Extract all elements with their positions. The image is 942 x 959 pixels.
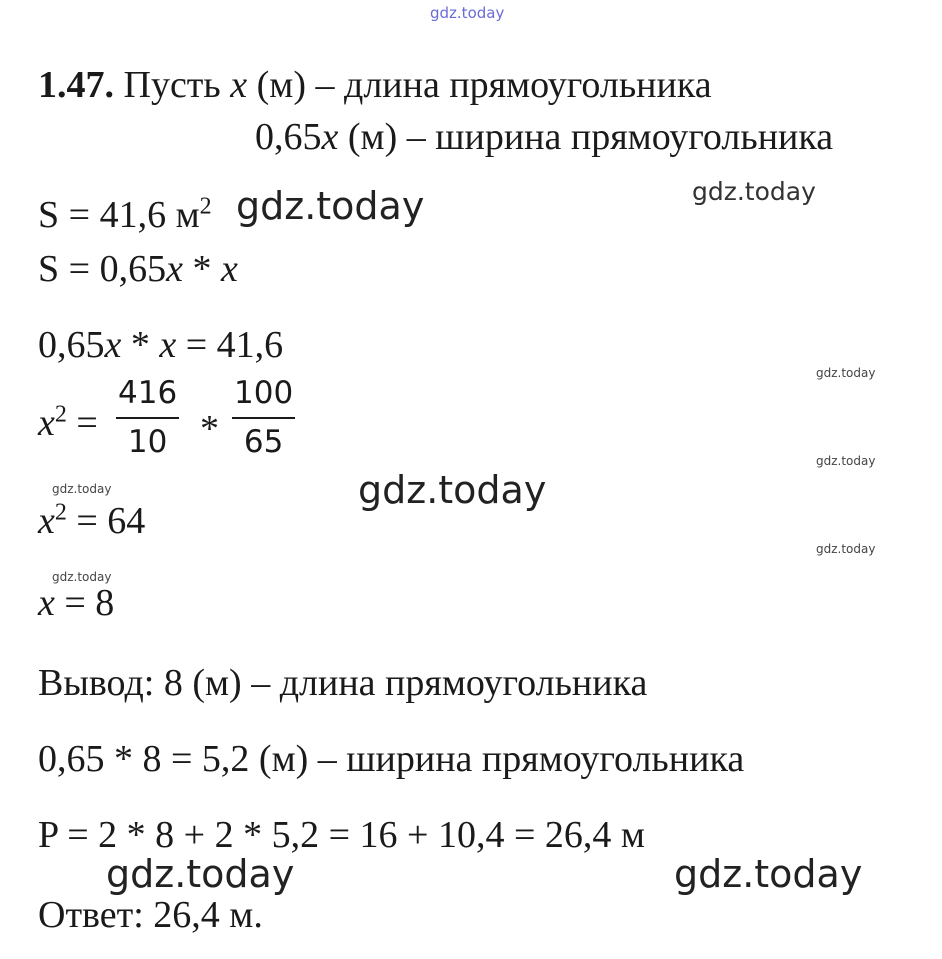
watermark: gdz.today [674,852,863,896]
watermark: gdz.today [52,570,112,584]
fraction-2 [232,375,295,460]
variable-x: x [38,500,55,542]
formula-text: = 64 [66,500,146,542]
watermark: gdz.today [816,366,876,380]
problem-number: 1.47. [38,64,114,106]
conclusion-width: 0,65 * 8 = 5,2 (м) – ширина прямоугольника [38,738,745,780]
equation-1 [38,326,283,364]
watermark: gdz.today [236,184,425,228]
watermark: gdz.today [52,482,112,496]
superscript: 2 [54,401,67,428]
formula-text: = [66,402,98,444]
variable-x: x [38,582,55,624]
equation-2-lhs [38,401,98,444]
variable-x: x [220,248,238,290]
formula-text: = 41,6 [176,324,284,366]
perimeter-calculation: P = 2 * 8 + 2 * 5,2 = 16 + 10,4 = 26,4 м [38,814,645,856]
equation-4 [38,584,114,622]
area-formula [38,250,238,288]
superscript: 2 [199,193,212,220]
superscript: 2 [54,499,67,526]
fraction-1 [116,375,179,460]
variable-x: x [104,324,122,366]
fraction-numerator: 416 [116,378,179,419]
watermark-top: gdz.today [430,4,505,22]
watermark: gdz.today [816,542,876,556]
watermark: gdz.today [358,468,547,512]
watermark: gdz.today [692,177,816,206]
variable-x: x [166,248,183,290]
area-given [38,193,212,236]
statement-text: (м) – длина прямоугольника [256,64,712,106]
formula-text: * [182,248,221,290]
fraction-denominator: 65 [243,424,284,460]
variable-x: x [38,402,55,444]
formula-text: S = 0,65 [38,248,167,290]
watermark: gdz.today [816,454,876,468]
statement-text: Пусть [123,64,221,106]
formula-text: 0,65 [38,324,105,366]
formula-text: = 8 [54,582,115,624]
problem-statement-line-1 [38,66,712,104]
fraction-numerator: 100 [232,378,295,419]
variable-x: x [321,116,339,158]
statement-text: 0,65 [255,116,322,158]
variable-x: x [230,64,248,106]
fraction-denominator: 10 [127,424,168,460]
conclusion-length: Вывод: 8 (м) – длина прямоугольника [38,662,648,704]
answer: Ответ: 26,4 м. [38,894,263,936]
area-given-text: S = 41,6 м [38,194,200,236]
variable-x: x [159,324,177,366]
formula-text: * [121,324,160,366]
statement-text: (м) – ширина прямоугольника [347,116,834,158]
multiply-sign: * [200,408,219,450]
watermark: gdz.today [106,852,295,896]
equation-3 [38,499,146,542]
problem-statement-line-2 [255,118,833,156]
